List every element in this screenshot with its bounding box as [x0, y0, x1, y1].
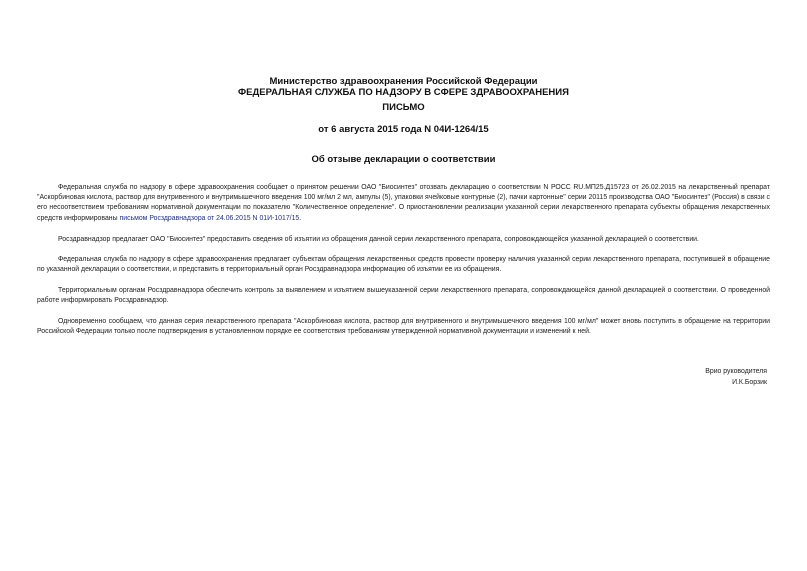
paragraph-1 — [37, 183, 770, 224]
document-date-number: от 6 августа 2015 года N 04И-1264/15 — [318, 124, 489, 135]
paragraph-2: Росздравнадзор предлагает ОАО "Биосинтез" предоставить сведения об изъятии из обращения данной серии лекарственного препарата, сопровождающейся указанной декларацией о соответствии. — [58, 236, 699, 243]
roszdravnadzor-letter-link[interactable]: письмом Росздравнадзора от 24.06.2015 N 01И-1017/15 — [119, 214, 300, 222]
ministry-name: Министерство здравоохранения Российской Федерации — [269, 76, 538, 87]
document-subject: Об отзыве декларации о соответствии — [311, 154, 496, 165]
service-name: ФЕДЕРАЛЬНАЯ СЛУЖБА ПО НАДЗОРУ В СФЕРЕ ЗДРАВООХРАНЕНИЯ — [238, 87, 569, 98]
paragraph-4: Территориальным органам Росздравнадзора обеспечить контроль за выявлением и изъятием вышеуказанной серии лекарственного препарата, сопровождающейся данной декларацией о соответствии. О проведенной работе информировать Росздравнадзор. — [37, 287, 770, 305]
paragraph-1-end: . — [299, 214, 302, 222]
signature-position: Врио руководителя — [705, 368, 767, 375]
paragraph-5: Одновременно сообщаем, что данная серия лекарственного препарата "Аскорбиновая кислота, раствор для внутривенного и внутримышечного введения 100 мг/мл" может вновь поступить в обращение на территории Российской Федерации только после подтверждения в установленном порядке ее соответствия требованиям утвержденной нормативной документации и изменений к ней. — [37, 318, 770, 336]
paragraph-1-text: Федеральная служба по надзору в сфере здравоохранения сообщает о принятом решении ОАО "Биосинтез" отозвать декларацию о соответствии N РОСС RU.МП25.Д15723 от 26.02.2015 на лекарственный препарат "Аскорбиновая кислота, раствор для внутривенного и внутримышечного введения 100 мг/мл 2 мл, ампулы (5), упаковки ячейковые контурные (2), пачки картонные" серии 20115 производства ОАО "Биосинтез" (Россия) в связи с его несоответствием требованиям нормативной документации по показателю "Количественное определение". О приостановлении реализации указанной серии лекарственного препарата субъекты обращения лекарственных средств информированы — [37, 184, 770, 222]
signature-name: И.К.Борзик — [732, 379, 767, 386]
document-type: ПИСЬМО — [382, 102, 425, 113]
paragraph-3: Федеральная служба по надзору в сфере здравоохранения предлагает субъектам обращения лекарственных средств провести проверку наличия указанной серии лекарственного препарата, поступившей в обращение по указанной декларации о соответствии, и представить в территориальный орган Росздравнадзора информацию об изъятии ее из обращения. — [37, 256, 770, 274]
